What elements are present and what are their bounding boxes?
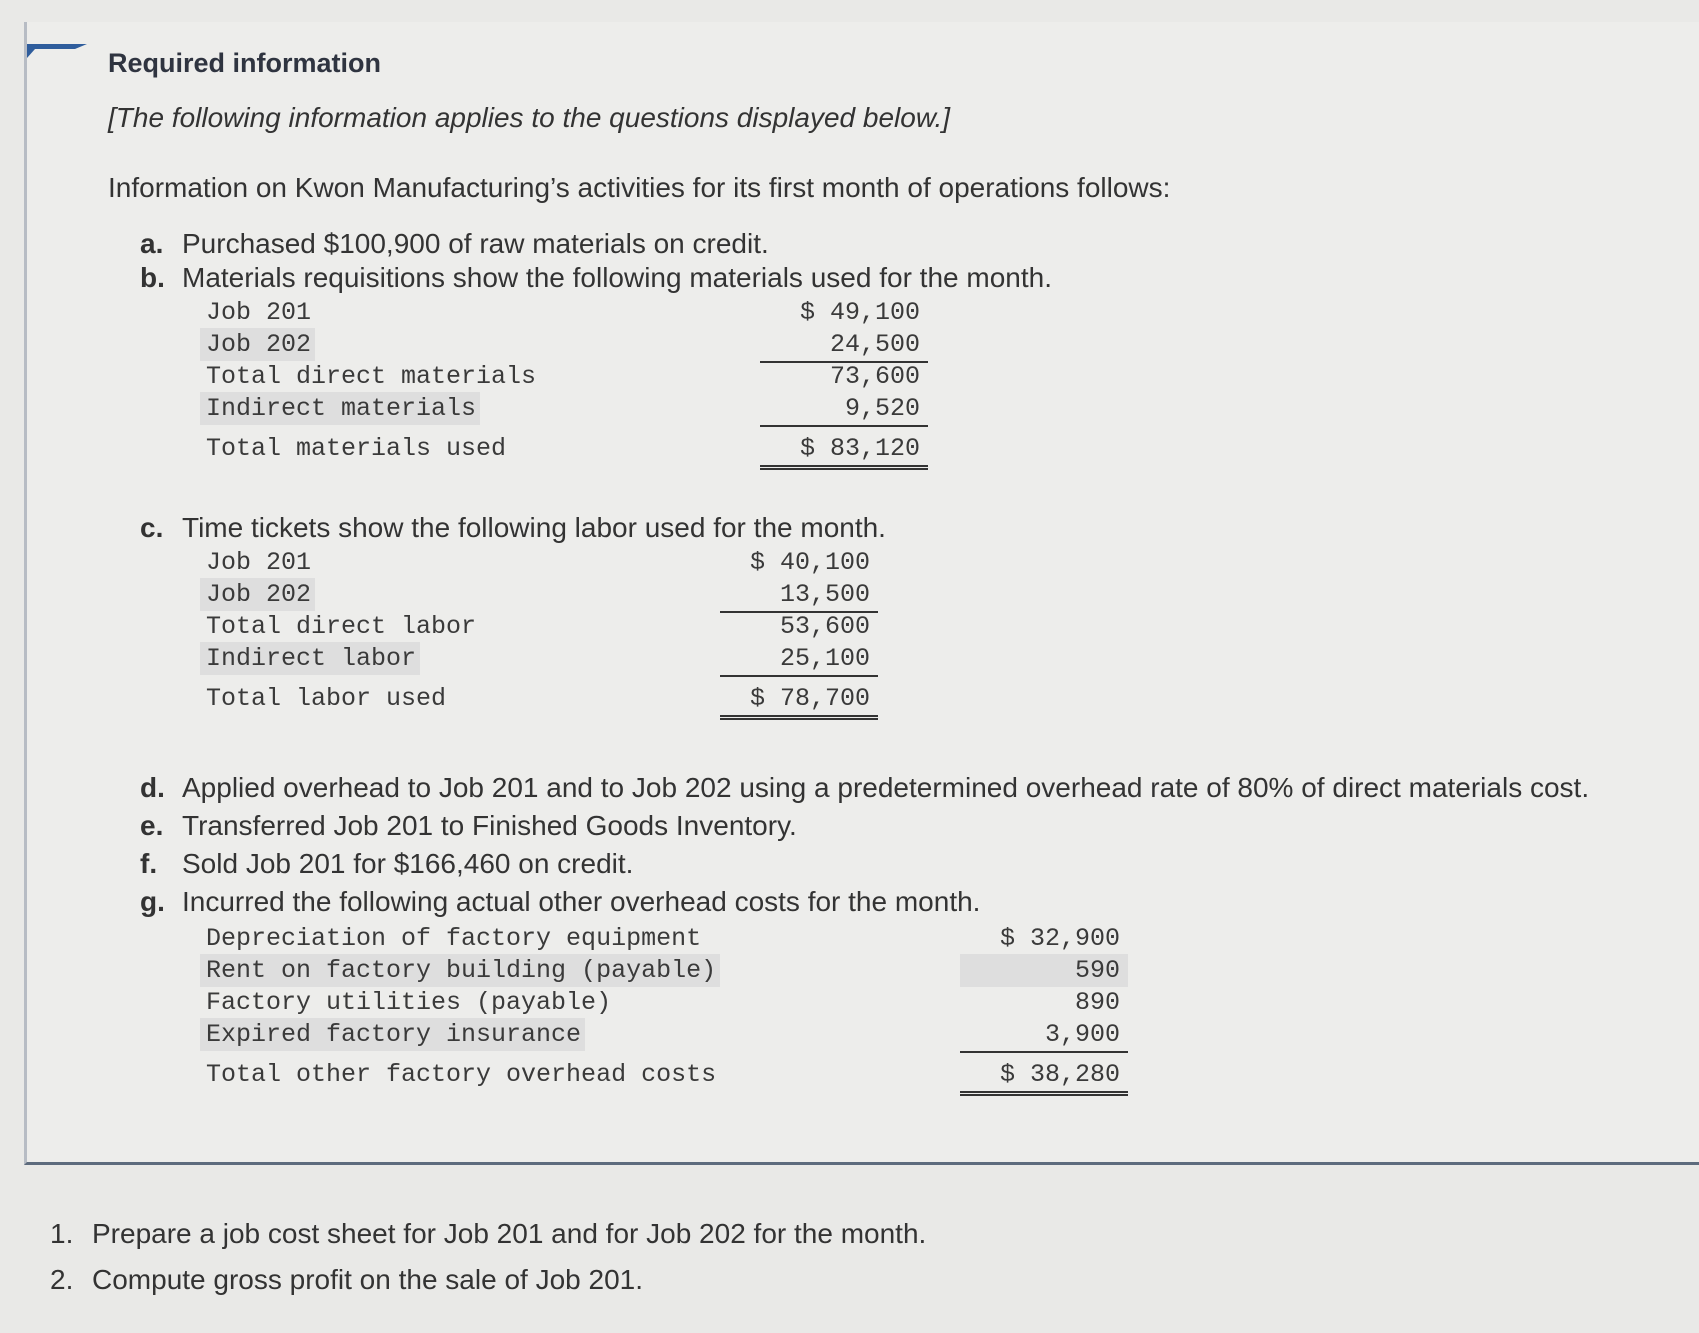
row-label: Indirect labor bbox=[200, 642, 420, 675]
row-value: 13,500 bbox=[720, 578, 878, 613]
row-label: Indirect materials bbox=[200, 392, 480, 425]
question-number: 2. bbox=[50, 1264, 74, 1295]
list-item-g bbox=[140, 886, 980, 918]
item-letter: a. bbox=[140, 228, 164, 259]
question-text: Compute gross profit on the sale of Job 201. bbox=[92, 1264, 643, 1295]
row-value: 3,900 bbox=[960, 1018, 1128, 1053]
list-item-f bbox=[140, 848, 633, 880]
row-label: Total other factory overhead costs bbox=[206, 1060, 717, 1089]
applies-note: [The following information applies to the questions displayed below.] bbox=[108, 102, 951, 133]
row-value: 24,500 bbox=[760, 328, 928, 363]
row-label: Total direct materials bbox=[206, 362, 537, 391]
row-value: $ 40,100 bbox=[749, 548, 870, 577]
question-number: 1. bbox=[50, 1218, 74, 1249]
row-label: Job 202 bbox=[200, 328, 315, 361]
row-value: 9,520 bbox=[760, 392, 928, 427]
bookmark-flag-icon[interactable] bbox=[27, 44, 87, 58]
item-text: Transferred Job 201 to Finished Goods Inventory. bbox=[182, 810, 797, 841]
row-label: Job 201 bbox=[206, 298, 312, 327]
row-label: Job 201 bbox=[206, 548, 312, 577]
item-text: Sold Job 201 for $166,460 on credit. bbox=[182, 848, 634, 879]
row-label: Job 202 bbox=[200, 578, 315, 611]
row-value: $ 38,280 bbox=[960, 1058, 1128, 1096]
item-letter: d. bbox=[140, 772, 165, 803]
item-letter: g. bbox=[140, 886, 165, 917]
row-label: Factory utilities (payable) bbox=[206, 988, 612, 1017]
item-text: Incurred the following actual other overhead costs for the month. bbox=[182, 886, 981, 917]
item-text: Time tickets show the following labor used for the month. bbox=[182, 512, 886, 543]
list-item-d bbox=[140, 772, 1589, 804]
row-value: 25,100 bbox=[720, 642, 878, 677]
list-item-b bbox=[140, 262, 1052, 294]
list-item-a bbox=[140, 228, 769, 260]
row-label: Expired factory insurance bbox=[200, 1018, 585, 1051]
row-label: Total labor used bbox=[206, 684, 447, 713]
item-letter: c. bbox=[140, 512, 164, 543]
item-letter: b. bbox=[140, 262, 165, 293]
row-label: Total direct labor bbox=[206, 612, 477, 641]
required-information-title: Required information bbox=[108, 48, 382, 78]
item-letter: e. bbox=[140, 810, 164, 841]
item-text: Materials requisitions show the following materials used for the month. bbox=[182, 262, 1052, 293]
item-letter: f. bbox=[140, 848, 158, 879]
row-value: 73,600 bbox=[829, 362, 920, 391]
row-label: Total materials used bbox=[206, 434, 507, 463]
row-label: Depreciation of factory equipment bbox=[206, 924, 702, 953]
row-value: 890 bbox=[1074, 988, 1120, 1017]
question-1 bbox=[50, 1218, 926, 1250]
row-value: 53,600 bbox=[779, 612, 870, 641]
row-value: $ 83,120 bbox=[760, 432, 928, 470]
row-value: $ 49,100 bbox=[799, 298, 920, 327]
row-label: Rent on factory building (payable) bbox=[200, 954, 720, 987]
item-text: Applied overhead to Job 201 and to Job 202 using a predetermined overhead rate of 80% of direct materials cost. bbox=[182, 772, 1590, 803]
list-item-e bbox=[140, 810, 797, 842]
item-text: Purchased $100,900 of raw materials on credit. bbox=[182, 228, 769, 259]
intro-text: Information on Kwon Manufacturing’s activities for its first month of operations follows: bbox=[108, 172, 1171, 203]
question-text: Prepare a job cost sheet for Job 201 and for Job 202 for the month. bbox=[92, 1218, 927, 1249]
row-value: $ 78,700 bbox=[720, 682, 878, 720]
row-value: $ 32,900 bbox=[999, 924, 1120, 953]
question-2 bbox=[50, 1264, 643, 1296]
row-value: 590 bbox=[960, 954, 1128, 987]
list-item-c bbox=[140, 512, 886, 544]
